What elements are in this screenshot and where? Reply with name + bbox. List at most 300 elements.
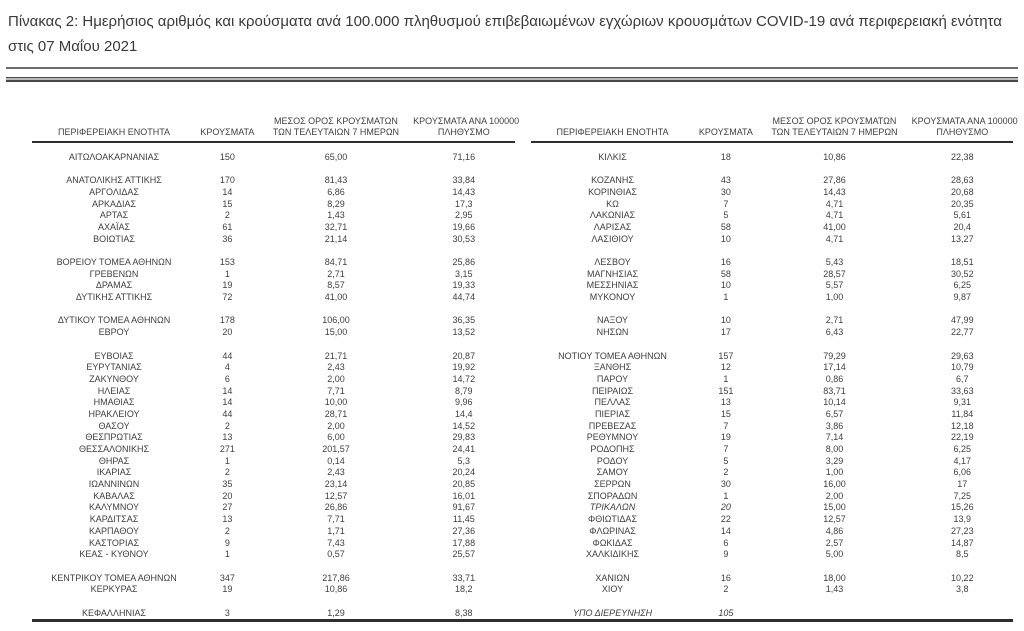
per-100k-cell: 25,57 (452, 549, 476, 560)
avg-7day-cell: 81,43 (324, 175, 348, 186)
per-100k-cell: 20,87 (452, 350, 476, 361)
region-name-cell: ΖΑΚΥΝΘΟΥ (89, 373, 139, 384)
table-row (531, 408, 1014, 420)
cases-cell: 5 (723, 455, 729, 466)
region-name-cell: ΑΡΤΑΣ (99, 210, 129, 221)
avg-7day-cell: 28,71 (324, 408, 348, 419)
per-100k-cell: 13,9 (953, 514, 972, 525)
table-row (32, 373, 515, 385)
group-spacer (531, 560, 1014, 572)
per-100k-cell: 20,4 (953, 221, 972, 232)
column-header-line: ΤΩΝ ΤΕΛΕΥΤΑΙΩΝ 7 ΗΜΕΡΩΝ (771, 126, 898, 137)
avg-7day-cell: 2,71 (825, 315, 844, 326)
column-header-line: ΠΛΗΘΥΣΜΟ (936, 126, 989, 137)
group-spacer (32, 338, 515, 350)
table-row (32, 572, 515, 584)
cases-cell: 10 (720, 315, 731, 326)
bottom-rule (32, 619, 1013, 622)
region-name-cell: ΛΑΚΩΝΙΑΣ (589, 210, 636, 221)
region-name-cell: ΚΑΡΠΑΘΟΥ (89, 525, 140, 536)
cases-cell: 153 (219, 257, 235, 268)
per-100k-cell: 18,2 (455, 584, 473, 595)
cases-cell: 36 (222, 233, 233, 244)
cases-cell: 2 (224, 525, 230, 536)
table-row (32, 502, 515, 514)
region-name-cell: ΙΩΑΝΝΙΝΩΝ (88, 479, 140, 490)
avg-7day-cell: 0,57 (327, 549, 345, 560)
table-header (531, 106, 1018, 143)
table-row (531, 467, 1014, 479)
table-row (531, 209, 1014, 221)
column-header-cases (695, 127, 758, 138)
column-header-line: ΚΡΟΥΣΜΑΤΑ ΑΝΑ 100000 (413, 116, 520, 126)
table-body (32, 143, 515, 619)
table-row (32, 361, 515, 373)
right-table (531, 106, 1018, 619)
avg-7day-cell: 2,71 (327, 268, 345, 279)
column-header-line: ΚΡΟΥΣΜΑΤΑ (200, 126, 255, 137)
avg-7day-cell: 4,86 (825, 525, 844, 536)
column-header-line: ΠΛΗΘΥΣΜΟ (437, 126, 490, 137)
per-100k-cell: 10,22 (951, 572, 974, 583)
avg-7day-cell: 4,71 (825, 198, 844, 209)
table-row (531, 151, 1014, 163)
region-name-cell: ΜΕΣΣΗΝΙΑΣ (586, 280, 639, 291)
avg-7day-cell: 10,14 (823, 397, 846, 408)
avg-7day-cell: 5,57 (825, 280, 844, 291)
cases-cell: 19 (222, 584, 233, 595)
avg-7day-cell: 6,00 (327, 432, 345, 443)
group-spacer (531, 595, 1014, 607)
region-name-cell: ΗΛΕΙΑΣ (97, 385, 131, 396)
avg-7day-cell: 4,71 (825, 210, 844, 221)
cases-cell: 30 (720, 186, 731, 197)
region-name-cell: ΔΥΤΙΚΗΣ ΑΤΤΙΚΗΣ (75, 292, 153, 303)
table-row (531, 291, 1014, 303)
cases-cell: 4 (224, 362, 230, 373)
per-100k-cell: 20,35 (951, 198, 974, 209)
per-100k-cell: 22,38 (951, 151, 974, 162)
per-100k-cell: 13,27 (951, 233, 974, 244)
table-body (531, 143, 1014, 619)
cases-cell: 30 (720, 479, 731, 490)
table-row (32, 233, 515, 245)
cases-cell: 44 (222, 408, 233, 419)
table-row (32, 607, 515, 619)
table-header (32, 106, 520, 143)
table-row (531, 280, 1014, 292)
avg-7day-cell: 10,86 (324, 584, 348, 595)
cases-cell: 19 (720, 432, 731, 443)
per-100k-cell: 19,33 (452, 280, 476, 291)
cases-cell: 7 (723, 420, 729, 431)
table-row (32, 408, 515, 420)
cases-cell: 20 (222, 327, 233, 338)
avg-7day-cell: 23,14 (324, 479, 348, 490)
region-name-cell: ΚΕΦΑΛΛΗΝΙΑΣ (82, 607, 147, 618)
region-name-cell: ΦΛΩΡΙΝΑΣ (589, 525, 636, 536)
table-row (32, 396, 515, 408)
per-100k-cell: 29,83 (452, 432, 476, 443)
cases-cell: 1 (224, 455, 230, 466)
per-100k-cell: 7,25 (953, 490, 972, 501)
avg-7day-cell: 201,57 (322, 444, 350, 455)
region-name-cell: ΠΙΕΡΙΑΣ (594, 408, 631, 419)
table-row (32, 467, 515, 479)
table-row (32, 221, 515, 233)
cases-cell: 61 (222, 221, 233, 232)
avg-7day-cell: 10,86 (823, 151, 846, 162)
region-name-cell: ΧΑΝΙΩΝ (595, 572, 630, 583)
avg-7day-cell: 16,00 (823, 479, 846, 490)
column-header-line: ΚΡΟΥΣΜΑΤΑ ΑΝΑ 100000 (911, 116, 1018, 126)
group-spacer (32, 163, 515, 175)
avg-7day-cell: 27,86 (823, 175, 846, 186)
table-row (531, 385, 1014, 397)
cases-cell: 10 (720, 280, 731, 291)
avg-7day-cell: 8,29 (327, 198, 345, 209)
region-name-cell: ΣΠΟΡΑΔΩΝ (587, 490, 638, 501)
per-100k-cell: 33,84 (452, 175, 476, 186)
region-name-cell: ΒΟΡΕΙΟΥ ΤΟΜΕΑ ΑΘΗΝΩΝ (56, 257, 172, 268)
cases-cell: 22 (720, 514, 731, 525)
per-100k-cell: 17,88 (452, 537, 476, 548)
cases-cell: 72 (222, 292, 233, 303)
cases-cell: 157 (718, 350, 734, 361)
avg-7day-cell: 7,71 (327, 514, 345, 525)
table-row (32, 209, 515, 221)
per-100k-cell: 5,61 (953, 210, 972, 221)
avg-7day-cell: 6,86 (327, 186, 345, 197)
table-row (531, 221, 1014, 233)
cases-cell: 14 (222, 385, 233, 396)
table-row (32, 420, 515, 432)
per-100k-cell: 16,01 (452, 490, 476, 501)
column-header-avg7 (259, 116, 413, 137)
region-name-cell: ΝΑΞΟΥ (596, 315, 629, 326)
table-row (531, 490, 1014, 502)
per-100k-cell: 15,26 (951, 502, 974, 513)
region-name-cell: ΧΙΟΥ (601, 584, 624, 595)
cases-cell: 2 (723, 584, 729, 595)
avg-7day-cell: 1,00 (825, 467, 844, 478)
avg-7day-cell: 12,57 (823, 514, 846, 525)
per-100k-cell: 20,68 (951, 186, 974, 197)
per-100k-cell: 19,66 (452, 221, 476, 232)
region-name-cell: ΘΑΣΟΥ (98, 420, 130, 431)
avg-7day-cell: 0,86 (825, 373, 844, 384)
table-row (531, 513, 1014, 525)
per-100k-cell: 9,87 (953, 292, 972, 303)
column-header-avg7 (757, 116, 911, 137)
table-row (531, 502, 1014, 514)
per-100k-cell: 27,23 (951, 525, 974, 536)
avg-7day-cell: 15,00 (823, 502, 846, 513)
avg-7day-cell: 7,71 (327, 385, 345, 396)
cases-cell: 170 (219, 175, 235, 186)
per-100k-cell: 14,72 (452, 373, 476, 384)
avg-7day-cell: 5,00 (825, 549, 844, 560)
region-name-cell: ΦΩΚΙΔΑΣ (592, 537, 633, 548)
avg-7day-cell: 2,57 (825, 537, 844, 548)
column-header-line: ΜΕΣΟΣ ΟΡΟΣ ΚΡΟΥΣΜΑΤΩΝ (772, 116, 897, 126)
region-name-cell: ΚΟΡΙΝΘΙΑΣ (588, 186, 637, 197)
region-name-cell: ΞΑΝΘΗΣ (593, 362, 632, 373)
cases-cell: 2 (224, 420, 230, 431)
per-100k-cell: 8,5 (956, 549, 969, 560)
table-row (32, 291, 515, 303)
avg-7day-cell: 2,00 (825, 490, 844, 501)
table-row (531, 478, 1014, 490)
per-100k-cell: 47,99 (951, 315, 974, 326)
group-spacer (32, 560, 515, 572)
per-100k-cell: 17,3 (455, 198, 473, 209)
cases-cell: 2 (723, 467, 729, 478)
column-header-line: ΜΕΣΟΣ ΟΡΟΣ ΚΡΟΥΣΜΑΤΩΝ (274, 116, 398, 126)
region-name-cell: ΝΟΤΙΟΥ ΤΟΜΕΑ ΑΘΗΝΩΝ (558, 350, 667, 361)
cases-cell: 151 (718, 385, 734, 396)
table-row (32, 198, 515, 210)
region-name-cell: ΜΥΚΟΝΟΥ (589, 292, 636, 303)
avg-7day-cell: 41,00 (324, 292, 348, 303)
table-row (531, 420, 1014, 432)
avg-7day-cell: 7,14 (825, 432, 844, 443)
cases-cell: 35 (222, 479, 233, 490)
avg-7day-cell: 1,43 (825, 584, 844, 595)
table-row (531, 396, 1014, 408)
region-name-cell: ΑΙΤΩΛΟΑΚΑΡΝΑΝΙΑΣ (68, 151, 160, 162)
per-100k-cell: 14,87 (951, 537, 974, 548)
cases-cell: 20 (222, 490, 233, 501)
table-row (531, 525, 1014, 537)
cases-cell: 13 (222, 514, 233, 525)
cases-cell: 43 (720, 175, 731, 186)
cases-cell: 20 (720, 502, 731, 513)
avg-7day-cell: 84,71 (324, 257, 348, 268)
table-row (531, 350, 1014, 362)
avg-7day-cell: 12,57 (324, 490, 348, 501)
per-100k-cell: 11,45 (452, 514, 475, 525)
cases-cell: 19 (222, 280, 233, 291)
avg-7day-cell: 8,00 (825, 444, 844, 455)
column-header-region (32, 127, 196, 138)
avg-7day-cell: 7,43 (327, 537, 345, 548)
table-row (531, 455, 1014, 467)
column-header-per100k (911, 116, 1018, 137)
avg-7day-cell: 2,00 (327, 420, 345, 431)
region-name-cell: ΚΑΒΑΛΑΣ (93, 490, 135, 501)
per-100k-cell: 91,67 (452, 502, 476, 513)
cases-cell: 15 (720, 408, 731, 419)
table-row (531, 186, 1014, 198)
per-100k-cell: 20,24 (452, 467, 476, 478)
table-row (32, 537, 515, 549)
avg-7day-cell: 2,43 (327, 362, 345, 373)
per-100k-cell: 13,52 (452, 327, 476, 338)
region-name-cell: ΠΕΙΡΑΙΩΣ (591, 385, 634, 396)
per-100k-cell: 6,06 (953, 467, 972, 478)
per-100k-cell: 6,25 (953, 444, 972, 455)
table-row (531, 268, 1014, 280)
region-name-cell: ΓΡΕΒΕΝΩΝ (89, 268, 139, 279)
per-100k-cell: 3,15 (455, 268, 473, 279)
region-name-cell: ΚΟΖΑΝΗΣ (591, 175, 634, 186)
per-100k-cell: 11,84 (951, 408, 974, 419)
avg-7day-cell: 83,71 (823, 385, 846, 396)
cases-cell: 16 (720, 572, 731, 583)
cases-cell: 105 (718, 607, 734, 618)
table-row (531, 361, 1014, 373)
table-row (32, 268, 515, 280)
top-rule-thick (6, 77, 1018, 82)
region-name-cell: ΑΡΚΑΔΙΑΣ (91, 198, 137, 209)
cases-cell: 14 (720, 525, 731, 536)
table-row (531, 537, 1014, 549)
top-rule-thin (6, 67, 1018, 69)
per-100k-cell: 27,36 (452, 525, 476, 536)
table-row (531, 373, 1014, 385)
table-row (531, 572, 1014, 584)
avg-7day-cell: 14,43 (823, 186, 846, 197)
region-name-cell: ΑΝΑΤΟΛΙΚΗΣ ΑΤΤΙΚΗΣ (66, 175, 162, 186)
region-name-cell: ΗΜΑΘΙΑΣ (93, 397, 135, 408)
per-100k-cell: 71,16 (452, 151, 476, 162)
cases-cell: 14 (222, 186, 233, 197)
avg-7day-cell: 4,71 (825, 233, 844, 244)
table-row (32, 256, 515, 268)
per-100k-cell: 24,41 (452, 444, 476, 455)
per-100k-cell: 18,51 (951, 257, 974, 268)
avg-7day-cell: 8,57 (327, 280, 345, 291)
region-name-cell: ΕΒΡΟΥ (98, 327, 130, 338)
table-row (531, 174, 1014, 186)
region-name-cell: ΔΡΑΜΑΣ (95, 280, 133, 291)
region-name-cell: ΠΡΕΒΕΖΑΣ (588, 420, 637, 431)
region-name-cell: ΛΑΣΙΘΙΟΥ (591, 233, 634, 244)
region-name-cell: ΥΠΟ ΔΙΕΡΕΥΝΗΣΗ (572, 607, 653, 618)
table-row (32, 174, 515, 186)
cases-cell: 5 (723, 210, 729, 221)
region-name-cell: ΚΑΡΔΙΤΣΑΣ (89, 514, 139, 525)
per-100k-cell: 29,63 (951, 350, 974, 361)
column-header-cases (196, 127, 259, 138)
per-100k-cell: 5,3 (457, 455, 471, 466)
column-header-region (531, 127, 695, 138)
cases-cell: 13 (222, 432, 233, 443)
region-name-cell: ΔΥΤΙΚΟΥ ΤΟΜΕΑ ΑΘΗΝΩΝ (57, 315, 171, 326)
per-100k-cell: 6,25 (953, 280, 972, 291)
tables-container (0, 106, 1024, 619)
table-row (531, 256, 1014, 268)
avg-7day-cell: 217,86 (322, 572, 350, 583)
table-row (32, 513, 515, 525)
region-name-cell: ΚΕΑΣ - ΚΥΘΝΟΥ (79, 549, 149, 560)
per-100k-cell: 6,7 (956, 373, 969, 384)
table-row (32, 151, 515, 163)
cases-cell: 6 (224, 373, 230, 384)
region-name-cell: ΦΘΙΩΤΙΔΑΣ (588, 514, 638, 525)
avg-7day-cell: 0,14 (327, 455, 345, 466)
cases-cell: 1 (723, 490, 729, 501)
region-name-cell: ΑΧΑΪΑΣ (97, 221, 131, 232)
column-header-line: ΚΡΟΥΣΜΑΤΑ (698, 126, 753, 137)
region-name-cell: ΘΗΡΑΣ (98, 455, 130, 466)
group-spacer (531, 303, 1014, 315)
region-name-cell: ΗΡΑΚΛΕΙΟΥ (88, 408, 140, 419)
region-name-cell: ΣΑΜΟΥ (596, 467, 629, 478)
cases-cell: 16 (720, 257, 731, 268)
avg-7day-cell: 1,71 (327, 525, 345, 536)
cases-cell: 9 (723, 549, 729, 560)
avg-7day-cell: 21,14 (324, 233, 348, 244)
table-row (531, 607, 1014, 619)
per-100k-cell: 9,31 (953, 397, 972, 408)
table-row (531, 315, 1014, 327)
per-100k-cell: 12,18 (951, 420, 974, 431)
cases-cell: 150 (219, 151, 235, 162)
region-name-cell: ΧΑΛΚΙΔΙΚΗΣ (585, 549, 640, 560)
region-name-cell: ΘΕΣΠΡΩΤΙΑΣ (85, 432, 143, 443)
region-name-cell: ΤΡΙΚΑΛΩΝ (589, 502, 636, 513)
avg-7day-cell: 106,00 (322, 315, 350, 326)
cases-cell: 178 (219, 315, 235, 326)
avg-7day-cell: 79,29 (823, 350, 846, 361)
region-name-cell: ΚΙΛΚΙΣ (598, 151, 627, 162)
per-100k-cell: 10,79 (951, 362, 974, 373)
table-row (32, 385, 515, 397)
cases-cell: 1 (723, 292, 729, 303)
region-name-cell: ΚΑΣΤΟΡΙΑΣ (89, 537, 140, 548)
cases-cell: 7 (723, 198, 729, 209)
column-header-line: ΠΕΡΙΦΕΡΕΙΑΚΗ ΕΝΟΤΗΤΑ (556, 126, 669, 137)
per-100k-cell: 3,8 (956, 584, 969, 595)
region-name-cell: ΜΑΓΝΗΣΙΑΣ (586, 268, 639, 279)
table-row (32, 326, 515, 338)
table-row (32, 478, 515, 490)
table-row (32, 432, 515, 444)
avg-7day-cell: 1,00 (825, 292, 844, 303)
per-100k-cell: 20,85 (452, 479, 476, 490)
cases-cell: 271 (219, 444, 235, 455)
avg-7day-cell: 3,86 (825, 420, 844, 431)
cases-cell: 15 (222, 198, 233, 209)
table-row (32, 583, 515, 595)
cases-cell: 10 (720, 233, 731, 244)
per-100k-cell: 14,52 (452, 420, 476, 431)
cases-cell: 6 (723, 537, 729, 548)
avg-7day-cell: 2,00 (327, 373, 345, 384)
table-row (531, 548, 1014, 560)
region-name-cell: ΚΕΡΚΥΡΑΣ (90, 584, 138, 595)
cases-cell: 14 (222, 397, 233, 408)
avg-7day-cell: 10,00 (324, 397, 348, 408)
per-100k-cell: 25,86 (452, 257, 476, 268)
table-row (531, 233, 1014, 245)
region-name-cell: ΠΕΛΛΑΣ (594, 397, 631, 408)
cases-cell: 2 (224, 467, 230, 478)
group-spacer (531, 245, 1014, 257)
table-row (531, 443, 1014, 455)
table-row (531, 583, 1014, 595)
avg-7day-cell: 5,43 (825, 257, 844, 268)
per-100k-cell: 22,19 (951, 432, 974, 443)
group-spacer (531, 338, 1014, 350)
table-row (32, 280, 515, 292)
table-row (32, 548, 515, 560)
region-name-cell: ΒΟΙΩΤΙΑΣ (93, 233, 135, 244)
per-100k-cell: 28,63 (951, 175, 974, 186)
group-spacer (32, 595, 515, 607)
